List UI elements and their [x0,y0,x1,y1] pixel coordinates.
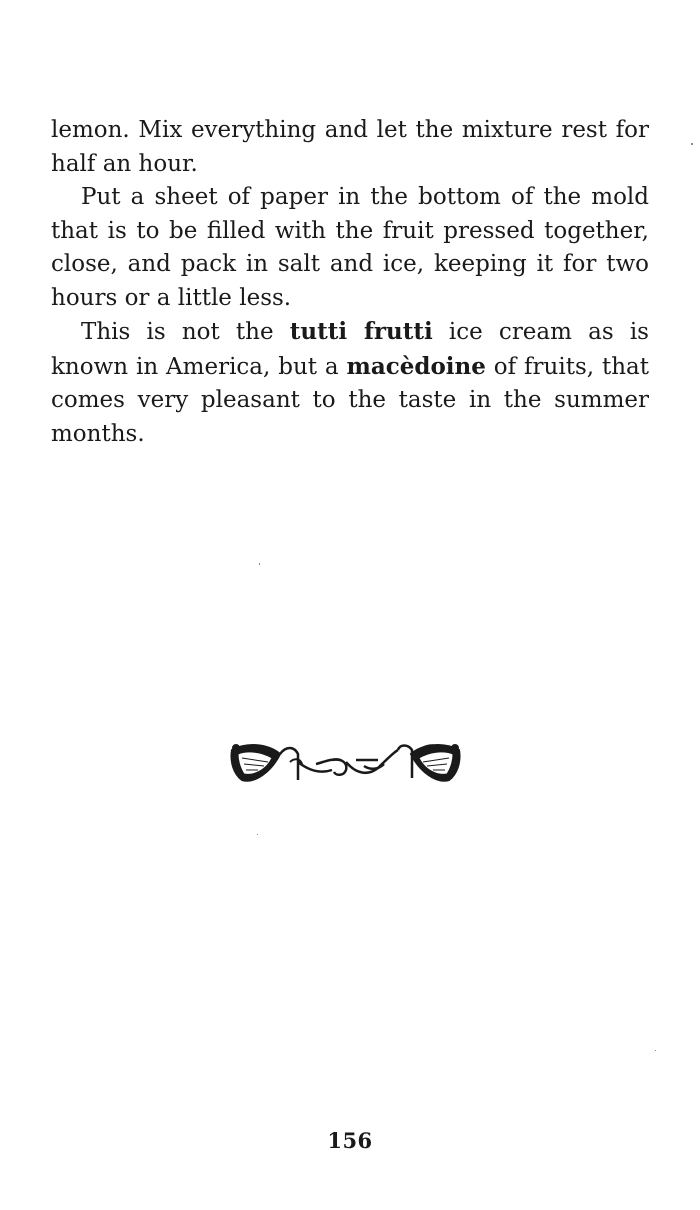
scan-speck [259,563,260,565]
paragraph-3-text-a: This is not the [81,319,290,345]
paragraph-2 [51,181,649,315]
page-number: 156 [327,1128,373,1153]
paragraph-1 [51,114,649,181]
body-text [51,114,649,451]
bold-term-macedoine: macèdoine [346,352,486,380]
scan-speck [257,834,258,835]
paragraph-3-text-c: of fruits, that comes very pleasant to the taste in the summer months. [51,353,649,447]
floral-ornament-icon [228,740,463,790]
paragraph-2-text: Put a sheet of paper in the bottom of the mold that is to be filled with the fruit pressed together, close, and pack in salt and ice, keeping it for two hours or a little less. [51,184,649,311]
paragraph-1-text: lemon. Mix everything and let the mixture rest for half an hour. [51,117,649,177]
scan-speck [655,1050,656,1051]
paragraph-3-text-b: ice cream as is known in America, but a [51,319,649,380]
bold-term-tutti-frutti: tutti frutti [289,318,433,345]
paragraph-3 [51,315,649,451]
scan-speck [691,143,693,145]
